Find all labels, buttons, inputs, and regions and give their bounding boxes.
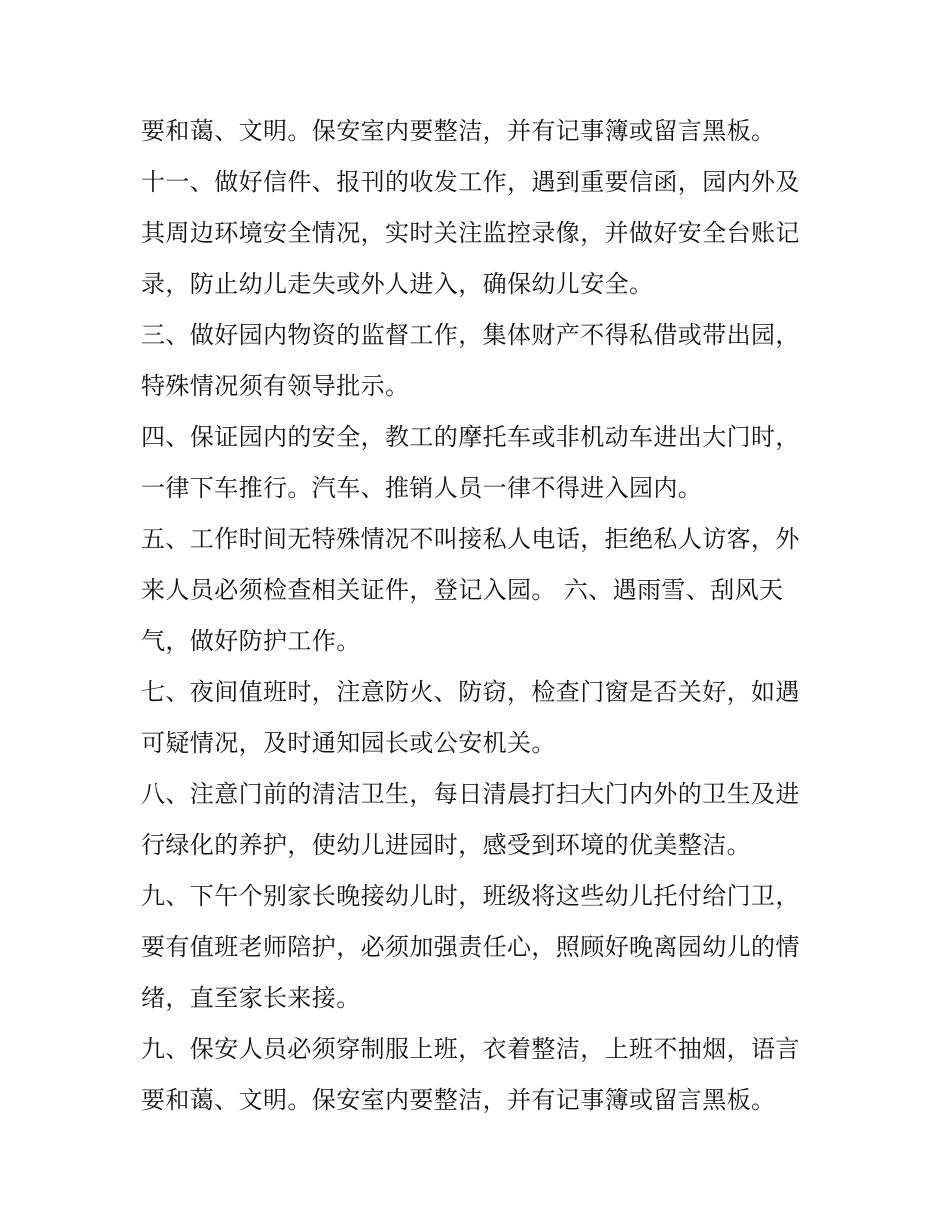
text-line: 九、保安人员必须穿制服上班，衣着整洁，上班不抽烟，语言 xyxy=(141,1035,800,1063)
document-body xyxy=(141,106,821,1126)
text-line: 行绿化的养护，使幼儿进园时，感受到环境的优美整洁。 xyxy=(141,831,751,859)
text-line: 九、下午个别家长晚接幼儿时，班级将这些幼儿托付给门卫， xyxy=(141,882,800,910)
text-line: 要和蔼、文明。保安室内要整洁，并有记事簿或留言黑板。 xyxy=(141,117,776,145)
text-line: 十一、做好信件、报刊的收发工作，遇到重要信函，园内外及 xyxy=(141,168,800,196)
text-line: 其周边环境安全情况，实时关注监控录像，并做好安全台账记 xyxy=(141,219,800,247)
text-line: 绪，直至家长来接。 xyxy=(141,984,361,1012)
text-line: 要有值班老师陪护，必须加强责任心，照顾好晚离园幼儿的情 xyxy=(141,933,800,961)
text-line: 一律下车推行。汽车、推销人员一律不得进入园内。 xyxy=(141,474,703,502)
text-line: 五、工作时间无特殊情况不叫接私人电话，拒绝私人访客，外 xyxy=(141,525,800,553)
text-line: 四、保证园内的安全，教工的摩托车或非机动车进出大门时， xyxy=(141,423,800,451)
text-line: 七、夜间值班时，注意防火、防窃，检查门窗是否关好，如遇 xyxy=(141,678,800,706)
text-line: 录，防止幼儿走失或外人进入，确保幼儿安全。 xyxy=(141,270,654,298)
text-line: 三、做好园内物资的监督工作，集体财产不得私借或带出园， xyxy=(141,321,800,349)
text-line: 气，做好防护工作。 xyxy=(141,627,361,655)
text-line: 来人员必须检查相关证件，登记入园。 六、遇雨雪、刮风天 xyxy=(141,576,784,604)
text-line: 可疑情况，及时通知园长或公安机关。 xyxy=(141,729,556,757)
text-line: 八、注意门前的清洁卫生，每日清晨打扫大门内外的卫生及进 xyxy=(141,780,800,808)
text-line: 要和蔼、文明。保安室内要整洁，并有记事簿或留言黑板。 xyxy=(141,1086,776,1114)
text-line: 特殊情况须有领导批示。 xyxy=(141,372,410,400)
